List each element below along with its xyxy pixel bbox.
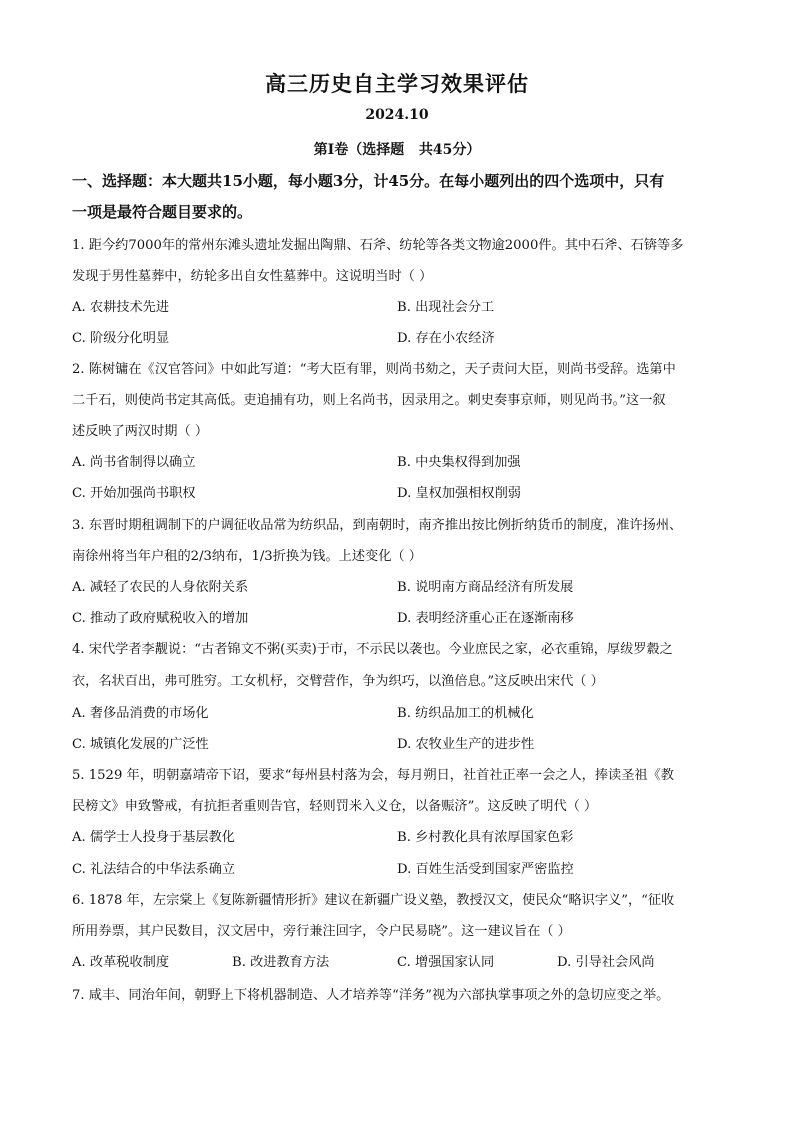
question-5-line-2: 民榜文》申致警戒，有抗拒者重则告官，轻则罚米入义仓，以备赈济”。这反映了明代（ ）: [72, 799, 598, 814]
question-2-line-1: 2. 陈树镛在《汉官答问》中如此写道：“考大臣有罪，则尚书劾之，天子责问大臣，则尚书受辞。选第中: [72, 362, 676, 377]
question-4-line-1: 4. 宋代学者李觏说：“古者锦文不粥(买卖)于市，不示民以袭也。今业庶民之家，必衣重锦，厚绂罗縠之: [72, 642, 673, 657]
question-2-option-a: A. 尚书省制得以确立: [72, 455, 196, 470]
question-3-option-b: B. 说明南方商品经济有所发展: [397, 580, 574, 595]
question-1-option-c: C. 阶级分化明显: [72, 331, 170, 346]
question-3-option-a: A. 减轻了农民的人身依附关系: [72, 580, 249, 595]
question-3-line-1: 3. 东晋时期租调制下的户调征收品常为纺织品，到南朝时，南齐推出按比例折纳货币的制度，准许扬州、: [72, 518, 683, 533]
question-4-line-2: 衣，名状百出，弗可胜穷。工女机杼，交臂营作，争为织巧，以渔倍息。”这反映出宋代（ ）: [72, 674, 604, 689]
part-heading: 第Ⅰ卷（选择题 共45分）: [313, 142, 481, 158]
question-3-option-d: D. 表明经济重心正在逐渐南移: [397, 611, 574, 626]
question-2-line-3: 述反映了两汉时期（ ）: [72, 424, 209, 439]
question-1-line-2: 发现于男性墓葬中，纺轮多出自女性墓葬中。这说明当时（ ）: [72, 269, 433, 284]
question-5-option-d: D. 百姓生活受到国家严密监控: [397, 862, 574, 877]
question-2-option-c: C. 开始加强尚书职权: [72, 486, 196, 501]
question-6-line-1: 6. 1878 年，左宗棠上《复陈新疆情形折》建议在新疆广设义塾，教授汉文，使民众“略识字义”，“征收: [72, 893, 675, 908]
question-2-option-d: D. 皇权加强相权削弱: [397, 486, 521, 501]
question-2-line-2: 二千石，则使尚书定其高低。吏追捕有功，则上名尚书，因录用之。刺史奏事京师，则见尚书。”这一叙: [72, 393, 666, 408]
section-heading-line-1: 一、选择题：本大题共15小题，每小题3分，计45分。在每小题列出的四个选项中，只有: [72, 172, 665, 190]
question-1-option-b: B. 出现社会分工: [397, 300, 495, 315]
question-4-option-b: B. 纺织品加工的机械化: [397, 706, 534, 721]
question-5-option-a: A. 儒学士人投身于基层教化: [72, 830, 235, 845]
page-title: 高三历史自主学习效果评估: [265, 71, 529, 96]
question-2-option-b: B. 中央集权得到加强: [397, 455, 521, 470]
question-5-option-b: B. 乡村教化具有浓厚国家色彩: [397, 830, 574, 845]
question-6-line-2: 所用券票，其户民数目，汉文居中，旁行兼注回字，令户民易晓”。这一建议旨在（ ）: [72, 924, 571, 939]
exam-date: 2024.10: [365, 107, 429, 123]
question-6-option-a: A. 改革税收制度: [72, 955, 170, 970]
question-3-line-2: 南徐州将当年户租的2/3纳布，1/3折换为钱。上述变化（ ）: [72, 549, 422, 564]
question-3-option-c: C. 推动了政府赋税收入的增加: [72, 611, 249, 626]
question-1-option-a: A. 农耕技术先进: [72, 300, 170, 315]
question-6-option-d: D. 引导社会风尚: [557, 955, 655, 970]
question-1-line-1: 1. 距今约7000年的常州东滩头遗址发掘出陶鼎、石斧、纺轮等各类文物逾2000件。其中石斧、石锛等多: [72, 238, 684, 253]
question-7-line-1: 7. 咸丰、同治年间，朝野上下将机器制造、人才培养等“洋务”视为六部执掌事项之外的急切应变之举。: [72, 988, 670, 1003]
question-4-option-d: D. 农牧业生产的进步性: [397, 737, 535, 752]
question-4-option-c: C. 城镇化发展的广泛性: [72, 737, 209, 752]
question-6-option-c: C. 增强国家认同: [397, 955, 495, 970]
question-5-option-c: C. 礼法结合的中华法系确立: [72, 862, 236, 877]
question-4-option-a: A. 奢侈品消费的市场化: [72, 706, 209, 721]
question-5-line-1: 5. 1529 年，明朝嘉靖帝下诏，要求“每州县村落为会，每月朔日，社首社正率一会之人，捧读圣祖《教: [72, 768, 674, 783]
question-6-option-b: B. 改进教育方法: [232, 955, 330, 970]
question-1-option-d: D. 存在小农经济: [397, 331, 495, 346]
section-heading-line-2: 一项是最符合题目要求的。: [72, 203, 253, 221]
